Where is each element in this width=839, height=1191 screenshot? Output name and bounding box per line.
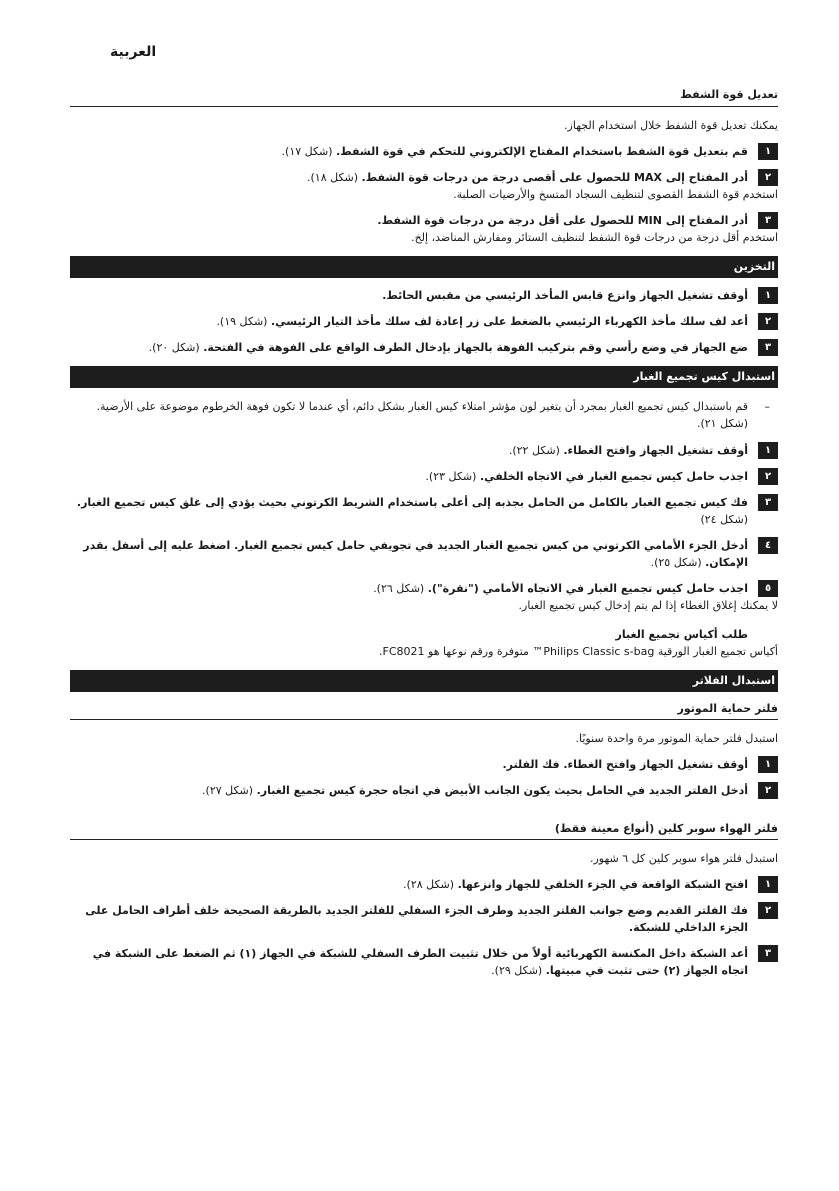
hepa-filter-intro: استبدل فلتر هواء سوبر كلين كل ٦ شهور. xyxy=(589,852,778,865)
step-note: لا يمكنك إغلاق الغطاء إذا لم يتم إدخال كيس تجميع الغبار. xyxy=(518,599,778,612)
step-text: أوقف تشغيل الجهاز وافتح الغطاء. xyxy=(563,444,748,457)
dustbag-step xyxy=(70,537,778,571)
step-text: أدخل الجزء الأمامي الكرتوني من كيس تجميع الغبار الجديد في تجويفي حامل كيس تجميع الغبار. اضغط عليه إلى أسفل بقدر الإمكان. xyxy=(83,539,748,569)
dustbag-step xyxy=(70,580,778,614)
step-text: أعد لف سلك مأخذ الكهرباء الرئيسي بالضغط على زر إعادة لف سلك مأخذ التيار الرئيسي. xyxy=(270,315,748,328)
order-bags-title: طلب أكياس تجميع الغبار xyxy=(615,628,748,641)
figure-ref: (شكل ١٩). xyxy=(216,315,268,328)
section-heading-filters: استبدال الفلاتر xyxy=(70,670,778,692)
figure-ref: (شكل ١٨). xyxy=(307,171,359,184)
suction-step xyxy=(70,143,778,160)
step-note: استخدم قوة الشفط القصوى لتنظيف السجاد المتسخ والأرضيات الصلبة. xyxy=(453,188,778,201)
step-text: أدر المفتاح إلى MIN للحصول على أقل درجة من درجات قوة الشفط. xyxy=(377,214,748,227)
step-text: فك الفلتر القديم وضع جوانب الفلتر الجديد وطرف الجزء السفلي للفلتر الجديد بالطريقة الصحيحة خلف أطراف الحامل على الجزء الداخلي للشبكة. xyxy=(85,904,748,934)
step-number: ١ xyxy=(758,442,778,459)
figure-ref: (شكل ١٧). xyxy=(281,145,333,158)
dustbag-step xyxy=(70,442,778,459)
bullet-text: قم باستبدال كيس تجميع الغبار بمجرد أن يتغير لون مؤشر امتلاء كيس الغبار بشكل دائم، أي عندما لا تكون فوهة الخرطوم موضوعة على الأرضية. (شكل ٢١). xyxy=(96,400,748,430)
figure-ref: (شكل ٢٣). xyxy=(425,470,477,483)
hepa-filter-step xyxy=(70,902,778,936)
language-label: العربية xyxy=(110,44,157,60)
step-number: ٣ xyxy=(758,494,778,511)
step-text: فك كيس تجميع الغبار بالكامل من الحامل بجذبه إلى أعلى باستخدام الشريط الكرتوني بحيث يؤدي إلى غلق كيس تجميع الغبار. xyxy=(76,496,748,509)
figure-ref: (شكل ٢٧). xyxy=(202,784,254,797)
figure-ref: (شكل ٢٠). xyxy=(148,341,200,354)
hepa-filter-step xyxy=(70,876,778,893)
step-text: افتح الشبكة الواقعة في الجزء الخلفي للجهاز وانزعها. xyxy=(457,878,748,891)
step-number: ١ xyxy=(758,287,778,304)
dustbag-bullet xyxy=(70,398,778,432)
step-text: أوقف تشغيل الجهاز وانزع قابس المأخذ الرئيسي من مقبس الحائط. xyxy=(382,289,748,302)
step-number: ٣ xyxy=(758,212,778,229)
figure-ref: (شكل ٢٨). xyxy=(403,878,455,891)
figure-ref: (شكل ٢٤) xyxy=(700,513,748,526)
step-number: ٢ xyxy=(758,782,778,799)
step-text: ضع الجهاز في وضع رأسي وقم بتركيب الفوهة بالجهاز بإدخال الطرف الواقع على الفوهة في الفتحة. xyxy=(203,341,748,354)
step-number: ٣ xyxy=(758,945,778,962)
dustbag-step xyxy=(70,494,778,528)
subsection-heading-hepa-filter: فلتر الهواء سوبر كلين (أنواع معينة فقط) xyxy=(70,820,778,840)
storage-step xyxy=(70,339,778,356)
suction-intro: يمكنك تعديل قوة الشفط خلال استخدام الجهاز. xyxy=(564,119,778,132)
dustbag-step xyxy=(70,468,778,485)
section-heading-storage: التخزين xyxy=(70,256,778,278)
step-number: ٣ xyxy=(758,339,778,356)
step-number: ١ xyxy=(758,756,778,773)
subsection-heading-motor-filter: فلتر حماية الموتور xyxy=(70,700,778,720)
motor-filter-intro: استبدل فلتر حماية الموتور مرة واحدة سنويًا. xyxy=(575,732,778,745)
step-text: أدر المفتاح إلى MAX للحصول على أقصى درجة من درجات قوة الشفط. xyxy=(361,171,748,184)
step-text: اجذب حامل كيس تجميع الغبار في الاتجاه الخلفي. xyxy=(479,470,748,483)
step-number: ٥ xyxy=(758,580,778,597)
step-note: استخدم أقل درجة من درجات قوة الشفط لتنظيف الستائر ومفارش المناضد، إلخ. xyxy=(411,231,778,244)
step-number: ٢ xyxy=(758,468,778,485)
step-number: ٢ xyxy=(758,169,778,186)
figure-ref: (شكل ٢٥). xyxy=(650,556,702,569)
step-number: ٢ xyxy=(758,313,778,330)
motor-filter-step xyxy=(70,756,778,773)
motor-filter-step xyxy=(70,782,778,799)
storage-step xyxy=(70,287,778,304)
step-text: اجذب حامل كيس تجميع الغبار في الاتجاه الأمامي ("نقرة"). xyxy=(427,582,748,595)
step-text: أعد الشبكة داخل المكنسة الكهربائية أولاً من خلال تثبيت الطرف السفلي للشبكة في الجهاز (١) ثم الضغط على الشبكة في اتجاه الجهاز (٢) حتى تثبت في مبيتها. xyxy=(92,947,748,977)
hepa-filter-step xyxy=(70,945,778,979)
step-text: قم بتعديل قوة الشفط باستخدام المفتاح الإلكتروني للتحكم في قوة الشفط. xyxy=(336,145,748,158)
step-text: أوقف تشغيل الجهاز وافتح الغطاء. فك الفلتر. xyxy=(502,758,748,771)
storage-step xyxy=(70,313,778,330)
suction-step xyxy=(70,169,778,203)
step-number: ١ xyxy=(758,143,778,160)
figure-ref: (شكل ٢٩). xyxy=(491,964,543,977)
order-bags-text: أكياس تجميع الغبار الورقية Philips Classic s-bag™ متوفرة ورقم نوعها هو FC8021. xyxy=(379,645,778,658)
figure-ref: (شكل ٢٢). xyxy=(508,444,560,457)
bullet-dash: – xyxy=(764,400,770,413)
step-text: أدخل الفلتر الجديد في الحامل بحيث يكون الجانب الأبيض في اتجاه حجرة كيس تجميع الغبار. xyxy=(256,784,748,797)
figure-ref: (شكل ٢٦). xyxy=(373,582,425,595)
section-heading-dustbag: استبدال كيس تجميع الغبار xyxy=(70,366,778,388)
section-heading-suction: تعديل قوة الشفط xyxy=(70,84,778,107)
content-column xyxy=(70,84,778,988)
step-number: ١ xyxy=(758,876,778,893)
step-number: ٤ xyxy=(758,537,778,554)
step-number: ٢ xyxy=(758,902,778,919)
suction-step xyxy=(70,212,778,246)
